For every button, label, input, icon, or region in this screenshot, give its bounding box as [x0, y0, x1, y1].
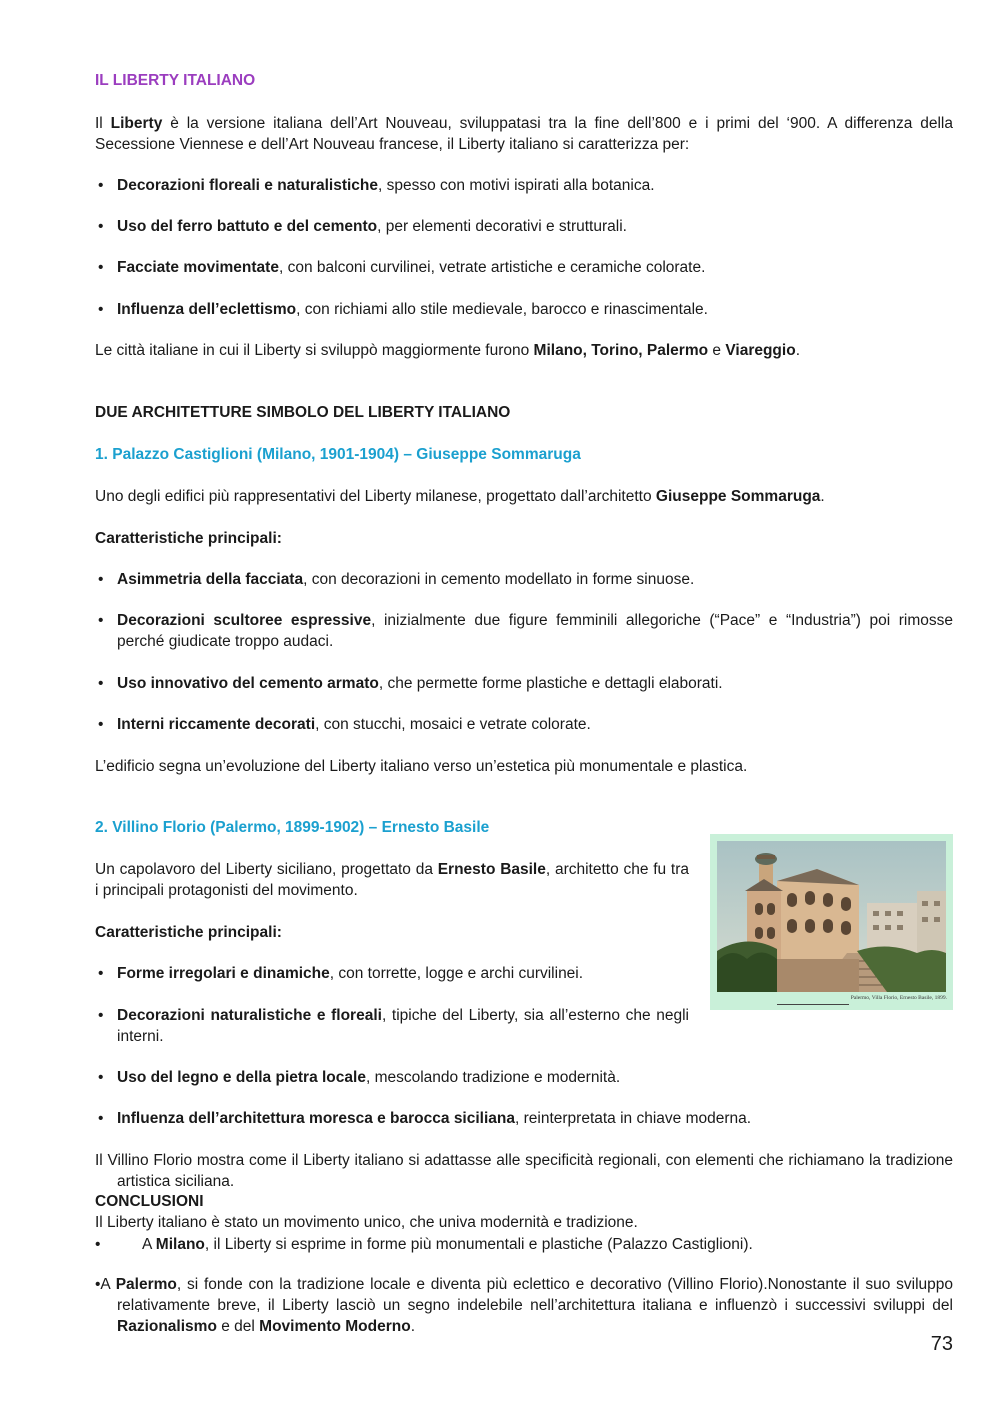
- building2-conclusion: Il Villino Florio mostra come il Liberty italiano si adattasse alle specificità regionali, con elementi che richiamano la tradizione artistica siciliana.: [95, 1152, 953, 1190]
- bullet-icon: •: [98, 571, 104, 588]
- bullet-icon: •: [98, 177, 104, 194]
- text: A: [142, 1236, 156, 1253]
- text: , tipiche del Liberty, sia all’esterno che negli interni.: [117, 1007, 689, 1045]
- building1-intro: [95, 486, 953, 507]
- text: , con decorazioni in cemento modellato in forme sinuose.: [303, 571, 695, 588]
- list-item: [95, 1005, 689, 1047]
- text: , inizialmente due figure femminili allegoriche (“Pace” e “Industria”) poi rimosse perché giudicate troppo audaci.: [117, 612, 953, 650]
- list-item: [95, 569, 953, 590]
- bullet-icon: •: [98, 675, 104, 692]
- bullet-icon: •: [98, 259, 104, 276]
- bullet-icon: •: [98, 1007, 104, 1024]
- bold-text: Viareggio: [725, 342, 796, 359]
- text: , mescolando tradizione e modernità.: [365, 1069, 621, 1086]
- building1-features-heading: Caratteristiche principali:: [95, 530, 282, 547]
- text: e del: [216, 1318, 260, 1335]
- conclusions-milano: [95, 1234, 953, 1255]
- text: .: [795, 342, 800, 359]
- list-item: [95, 963, 689, 984]
- list-item: [95, 1108, 953, 1129]
- text: Un capolavoro del Liberty siciliano, progettato da: [95, 861, 438, 878]
- bold-text: Razionalismo: [117, 1318, 217, 1335]
- text: Le città italiane in cui il Liberty si sviluppò maggiormente furono: [95, 342, 534, 359]
- photo-caption: Palermo, Villa Florio, Ernesto Basile, 1899.: [850, 995, 947, 1001]
- list-item: [95, 610, 953, 652]
- bold-text: Milano, Torino, Palermo: [533, 342, 709, 359]
- cities-paragraph: [95, 340, 953, 361]
- bullet-icon: •: [98, 965, 104, 982]
- building2-intro: [95, 859, 689, 901]
- bold-text: Ernesto Basile: [437, 861, 546, 878]
- bold-text: Interni riccamente decorati: [117, 716, 316, 733]
- building2-title: 2. Villino Florio (Palermo, 1899-1902) – Ernesto Basile: [95, 819, 490, 836]
- conclusions-palermo: [95, 1274, 953, 1337]
- villino-florio-photo: [717, 841, 946, 992]
- bold-text: Decorazioni naturalistiche e floreali: [117, 1007, 382, 1024]
- bold-text: Movimento Moderno: [259, 1318, 411, 1335]
- list-item: [95, 175, 953, 196]
- list-item: [95, 216, 953, 237]
- bold-text: Asimmetria della facciata: [117, 571, 304, 588]
- text: è la versione italiana dell’Art Nouveau, sviluppatasi tra la fine dell’800 e i primi del ‘900. A differenza della Secessione Viennese e dell’Art Nouveau francese, il Liberty italiano si caratterizza per:: [95, 115, 953, 153]
- liberty-intro-paragraph: [95, 113, 953, 155]
- building2-features-heading: Caratteristiche principali:: [95, 924, 282, 941]
- caption-rule: [777, 1004, 849, 1005]
- bold-text: Uso innovativo del cemento armato: [117, 675, 379, 692]
- text: Uno degli edifici più rappresentativi del Liberty milanese, progettato dall’architetto: [95, 488, 656, 505]
- text: .: [410, 1318, 416, 1335]
- list-item: [95, 299, 953, 320]
- bold-text: Influenza dell’eclettismo: [117, 301, 297, 318]
- bold-text: Uso del legno e della pietra locale: [117, 1069, 366, 1086]
- text: , architetto che fu tra i principali protagonisti del movimento.: [95, 861, 690, 899]
- text: .: [820, 488, 825, 505]
- bold-text: Milano: [155, 1236, 205, 1253]
- text: , si fonde con la tradizione locale e diventa più eclettico e decorativo (Villino Florio).Nonostante il suo sviluppo relativamente breve, il Liberty lasciò un segno indelebile nell’architettura italiana e influenzò i successivi sviluppi del: [117, 1276, 953, 1314]
- bullet-icon: •: [98, 1110, 104, 1127]
- bold-text: Giuseppe Sommaruga: [655, 488, 821, 505]
- building1-title: 1. Palazzo Castiglioni (Milano, 1901-1904) – Giuseppe Sommaruga: [95, 446, 581, 463]
- page-number: 73: [930, 1333, 953, 1355]
- conclusions-title: CONCLUSIONI: [95, 1193, 204, 1210]
- bold-text: Forme irregolari e dinamiche: [117, 965, 330, 982]
- bold-text: Uso del ferro battuto e del cemento: [117, 218, 378, 235]
- bullet-icon: •: [98, 218, 104, 235]
- text: , per elementi decorativi e strutturali.: [377, 218, 627, 235]
- bullet-icon: •: [98, 612, 104, 629]
- text: •A: [95, 1276, 116, 1293]
- list-item: [95, 714, 953, 735]
- bold-text: Facciate movimentate: [117, 259, 279, 276]
- text: , reinterpretata in chiave moderna.: [515, 1110, 752, 1127]
- text: , con stucchi, mosaici e vetrate colorate.: [315, 716, 591, 733]
- text: , con richiami allo stile medievale, barocco e rinascimentale.: [296, 301, 708, 318]
- list-item: [95, 673, 953, 694]
- text: , il Liberty si esprime in forme più monumentali e plastiche (Palazzo Castiglioni).: [204, 1236, 753, 1253]
- text: , spesso con motivi ispirati alla botanica.: [378, 177, 655, 194]
- bold-text: Decorazioni scultoree espressive: [117, 612, 372, 629]
- text: , che permette forme plastiche e dettagli elaborati.: [378, 675, 723, 692]
- section-title-liberty: IL LIBERTY ITALIANO: [95, 72, 256, 89]
- text: , con balconi curvilinei, vetrate artistiche e ceramiche colorate.: [278, 259, 706, 276]
- bold-text: Decorazioni floreali e naturalistiche: [117, 177, 378, 194]
- bullet-icon: •: [98, 1069, 104, 1086]
- list-item: [95, 1067, 953, 1088]
- bullet-icon: •: [98, 716, 104, 733]
- text: e: [708, 342, 726, 359]
- conclusions-intro: Il Liberty italiano è stato un movimento unico, che univa modernità e tradizione.: [95, 1214, 638, 1231]
- bold-text: Influenza dell’architettura moresca e barocca siciliana: [117, 1110, 515, 1127]
- bold-text: Liberty: [110, 115, 163, 132]
- text: , con torrette, logge e archi curvilinei.: [329, 965, 584, 982]
- bullet-icon: •: [95, 1236, 101, 1253]
- bullet-icon: •: [98, 301, 104, 318]
- building1-conclusion: L’edificio segna un’evoluzione del Liberty italiano verso un’estetica più monumentale e plastica.: [95, 758, 748, 775]
- section-title-architectures: DUE ARCHITETTURE SIMBOLO DEL LIBERTY ITALIANO: [95, 404, 511, 421]
- villino-florio-photo-frame: [710, 834, 953, 1010]
- text: Il: [95, 115, 111, 132]
- list-item: [95, 257, 953, 278]
- bold-text: Palermo: [115, 1276, 177, 1293]
